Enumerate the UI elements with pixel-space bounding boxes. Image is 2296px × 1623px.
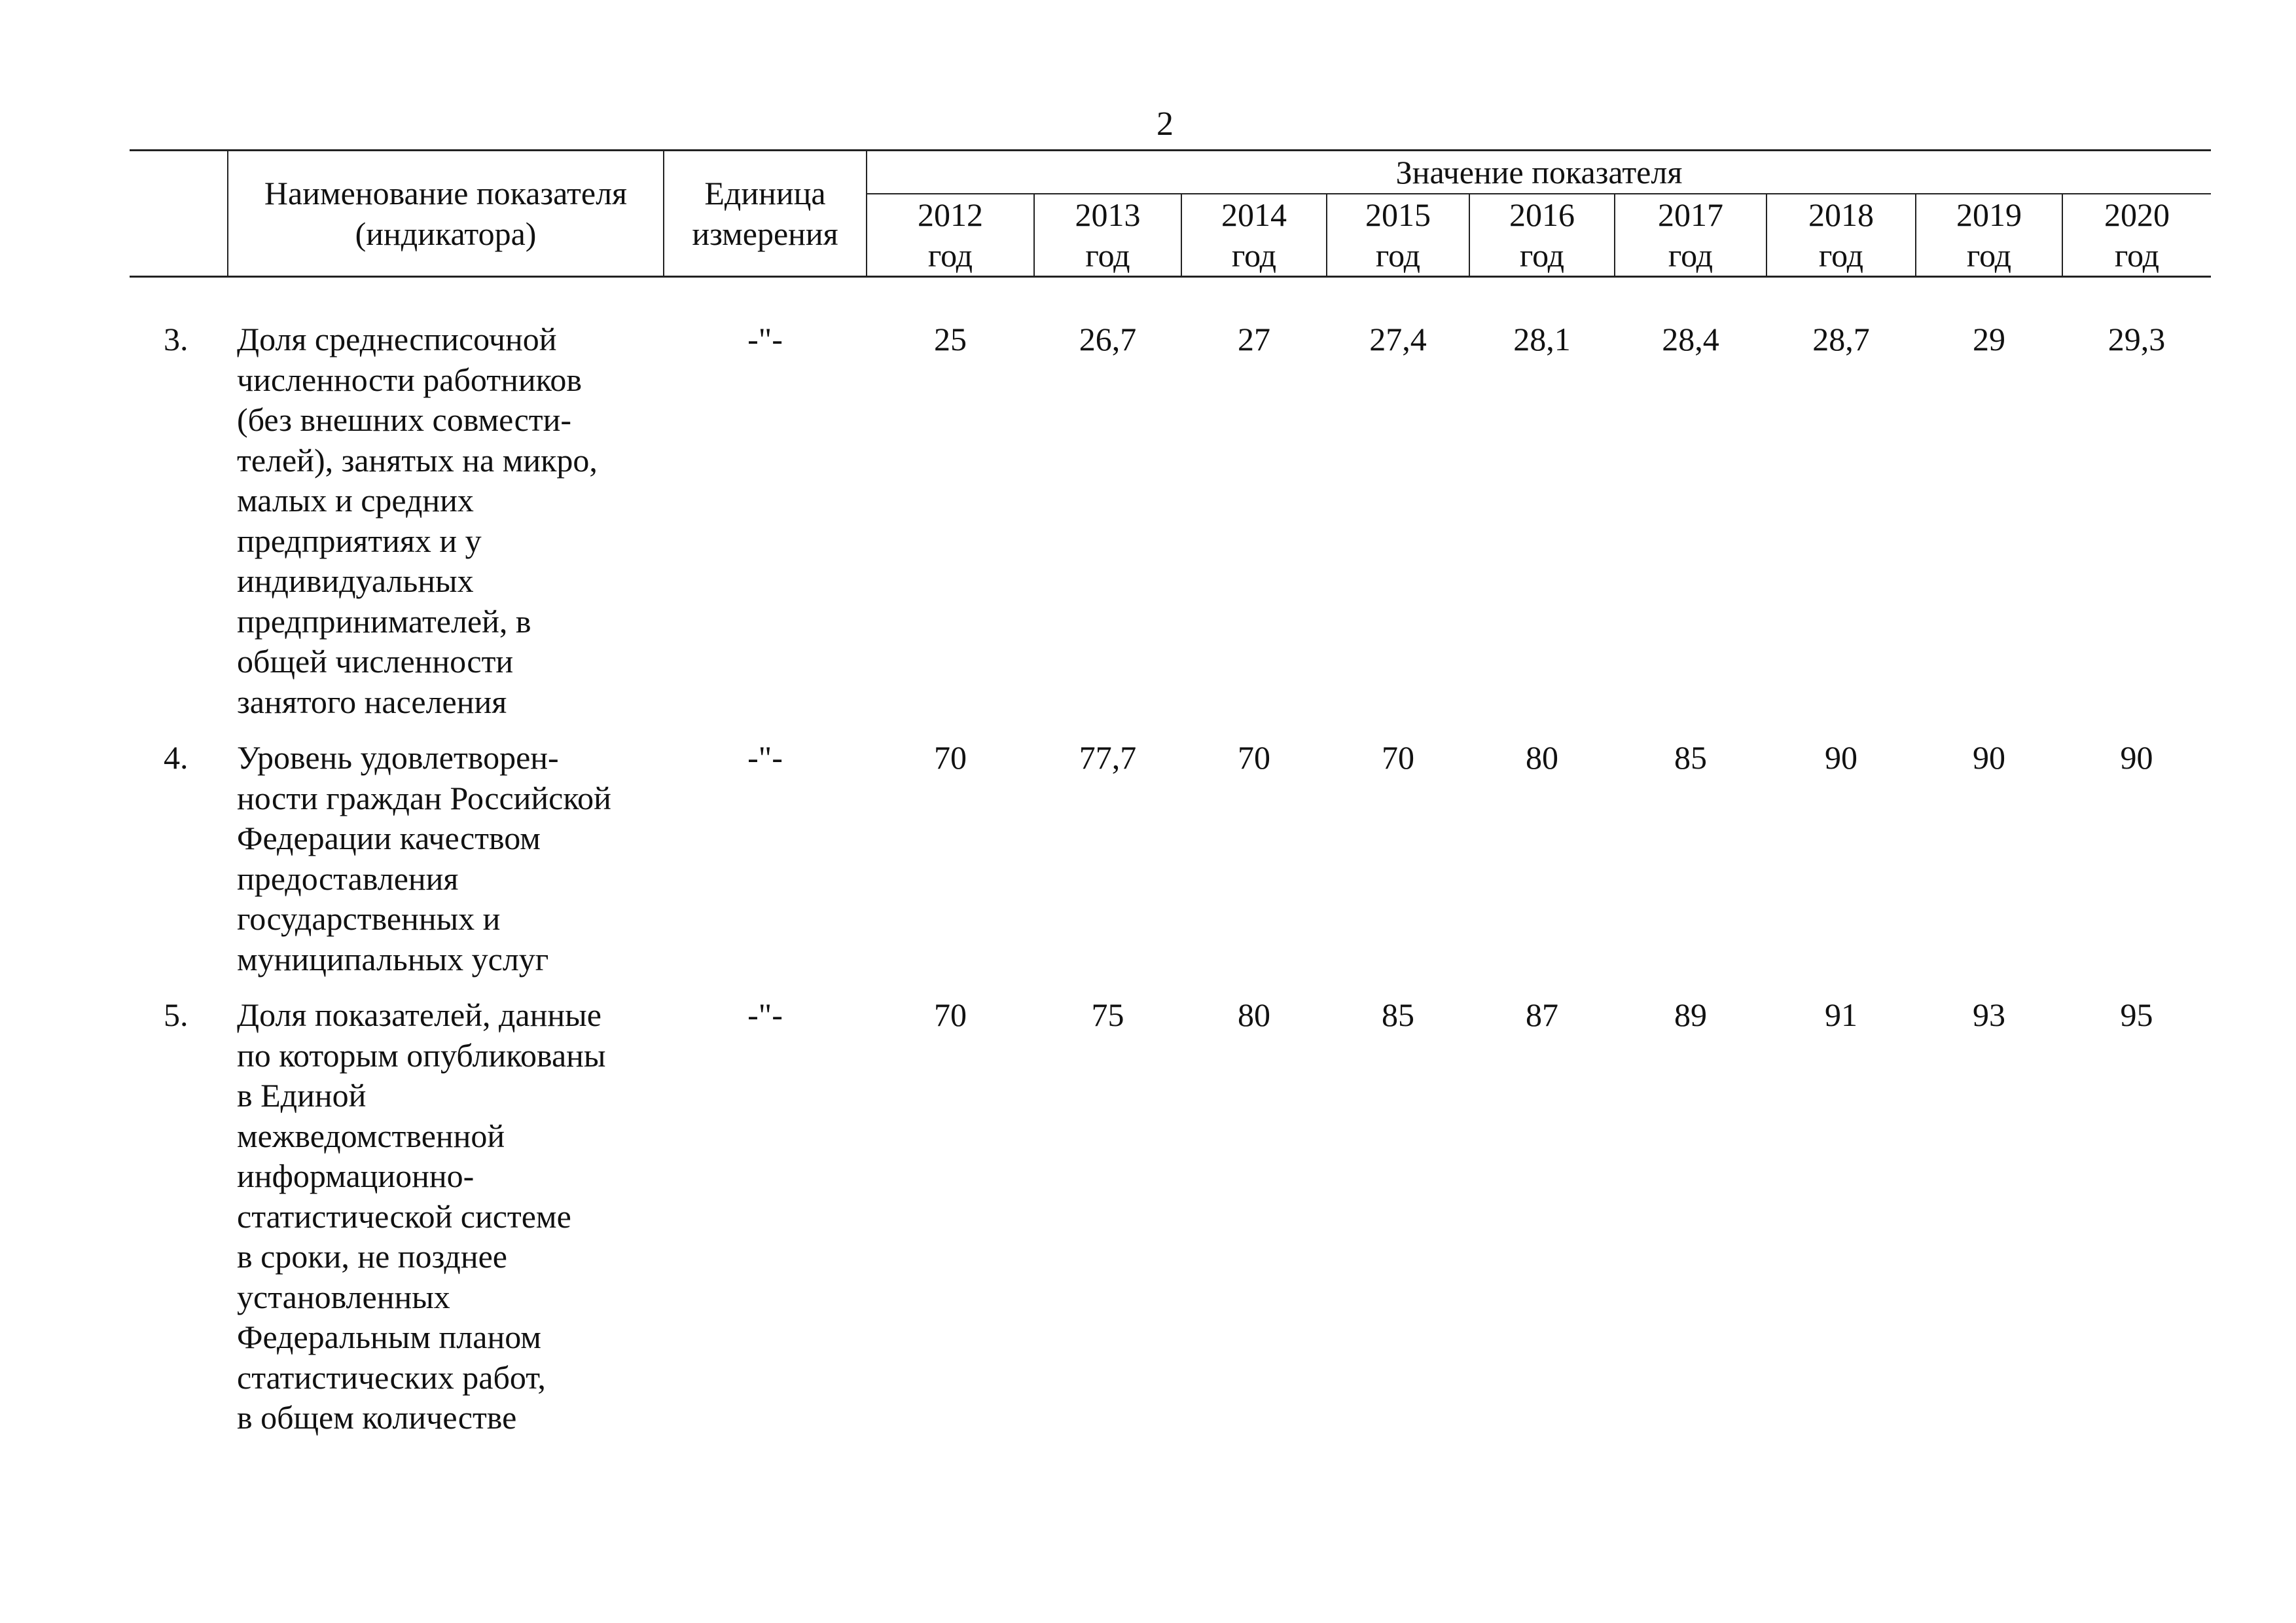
indicator-name-line: телей), занятых на микро, xyxy=(237,441,598,479)
indicator-value-2017: 89 xyxy=(1674,996,1707,1033)
header-year-label: 2020 xyxy=(2104,196,2170,233)
header-year-2019 xyxy=(1916,194,2062,277)
indicator-name-line: в общем количестве xyxy=(237,1399,517,1436)
table-body xyxy=(130,277,2211,1454)
table-row xyxy=(130,995,2211,1454)
indicator-value-2015: 27,4 xyxy=(1369,321,1427,357)
indicator-name-line: установленных xyxy=(237,1278,450,1315)
indicator-name-line: (без внешних совмести- xyxy=(237,401,572,438)
header-values-group: Значение показателя xyxy=(867,151,2211,194)
header-year-2012 xyxy=(867,194,1034,277)
header-year-suffix: год xyxy=(927,237,973,274)
indicator-value-2014: 27 xyxy=(1238,321,1270,357)
indicator-name-line: Федерации качеством xyxy=(237,820,541,856)
header-year-2014 xyxy=(1181,194,1327,277)
header-year-suffix: год xyxy=(1519,237,1565,274)
indicator-name-line: предоставления xyxy=(237,860,459,897)
indicator-value-2013: 26,7 xyxy=(1079,321,1137,357)
header-year-suffix: год xyxy=(2114,237,2160,274)
header-unit-label: Единица измерения xyxy=(692,175,838,252)
header-year-label: 2017 xyxy=(1658,196,1723,233)
indicator-name-line: предпринимателей, в xyxy=(237,602,531,640)
indicator-name-line: статистических работ, xyxy=(237,1359,546,1396)
header-year-label: 2019 xyxy=(1956,196,2022,233)
indicator-value-2015: 85 xyxy=(1382,996,1414,1033)
table-row xyxy=(130,738,2211,995)
indicator-name xyxy=(228,277,664,739)
indicator-name-line: численности работников xyxy=(237,361,583,398)
page-number: 2 xyxy=(1157,105,1174,143)
row-number: 4. xyxy=(164,739,188,776)
table-row xyxy=(130,277,2211,739)
header-year-suffix: год xyxy=(1231,237,1277,274)
header-year-2013 xyxy=(1034,194,1181,277)
indicator-name-line: Доля среднесписочной xyxy=(237,321,557,357)
header-unit-cell xyxy=(664,151,867,277)
indicator-value-2019: 29 xyxy=(1973,321,2005,357)
header-year-2018 xyxy=(1767,194,1916,277)
indicator-name xyxy=(228,995,664,1454)
header-year-suffix: год xyxy=(1966,237,2012,274)
indicator-name-line: государственных и xyxy=(237,900,501,937)
indicator-name-line: Федеральным планом xyxy=(237,1319,541,1355)
indicator-value-2018: 91 xyxy=(1825,996,1857,1033)
header-year-2016 xyxy=(1469,194,1615,277)
indicator-name-line: статистической системе xyxy=(237,1197,571,1235)
indicator-name-line: в сроки, не позднее xyxy=(237,1238,507,1275)
indicator-name xyxy=(228,738,664,995)
indicator-value-2014: 70 xyxy=(1238,739,1270,776)
indicator-value-2012: 70 xyxy=(934,739,967,776)
indicator-name-line: общей численности xyxy=(237,643,514,680)
indicator-value-2015: 70 xyxy=(1382,739,1414,776)
indicator-unit: -"- xyxy=(747,996,783,1033)
indicator-name-line: индивидуальных xyxy=(237,562,474,599)
indicator-value-2017: 85 xyxy=(1674,739,1707,776)
indicator-value-2016: 28,1 xyxy=(1513,321,1571,357)
indicator-name-line: межведомственной xyxy=(237,1117,505,1154)
header-number-cell xyxy=(130,151,228,277)
indicator-name-line: малых и средних xyxy=(237,482,474,519)
indicator-name-line: в Единой xyxy=(237,1077,367,1114)
indicator-name-line: муниципальных услуг xyxy=(237,940,549,977)
row-number: 3. xyxy=(164,321,188,357)
indicator-value-2018: 28,7 xyxy=(1812,321,1870,357)
header-year-2015 xyxy=(1327,194,1469,277)
indicator-name-line: предприятиях и у xyxy=(237,522,482,559)
indicator-unit: -"- xyxy=(747,321,783,357)
indicator-value-2019: 93 xyxy=(1973,996,2005,1033)
indicator-unit: -"- xyxy=(747,739,783,776)
indicator-name-line: занятого населения xyxy=(237,683,507,720)
header-year-2017 xyxy=(1615,194,1767,277)
indicator-value-2016: 80 xyxy=(1526,739,1558,776)
indicators-table xyxy=(130,149,2211,1454)
header-year-suffix: год xyxy=(1085,237,1130,274)
indicator-name-line: Доля показателей, данные xyxy=(237,996,601,1033)
header-year-suffix: год xyxy=(1375,237,1421,274)
indicator-value-2013: 75 xyxy=(1091,996,1124,1033)
header-year-label: 2016 xyxy=(1509,196,1575,233)
header-year-label: 2015 xyxy=(1365,196,1431,233)
indicator-name-line: информационно- xyxy=(237,1158,475,1194)
header-name-cell xyxy=(228,151,664,277)
indicator-name-line: по которым опубликованы xyxy=(237,1036,606,1074)
indicator-value-2013: 77,7 xyxy=(1079,739,1137,776)
header-year-label: 2018 xyxy=(1808,196,1874,233)
indicator-name-line: ности граждан Российской xyxy=(237,779,611,816)
indicator-value-2016: 87 xyxy=(1526,996,1558,1033)
indicator-value-2020: 29,3 xyxy=(2108,321,2166,357)
indicator-value-2020: 90 xyxy=(2120,739,2153,776)
header-year-2020 xyxy=(2062,194,2211,277)
indicator-value-2017: 28,4 xyxy=(1662,321,1719,357)
header-year-label: 2012 xyxy=(918,196,983,233)
indicator-value-2019: 90 xyxy=(1973,739,2005,776)
header-year-suffix: год xyxy=(1668,237,1713,274)
header-name-label: Наименование показателя (индикатора) xyxy=(264,175,628,252)
header-year-label: 2013 xyxy=(1075,196,1141,233)
indicator-value-2020: 95 xyxy=(2120,996,2153,1033)
row-number: 5. xyxy=(164,996,188,1033)
indicator-value-2014: 80 xyxy=(1238,996,1270,1033)
indicator-value-2018: 90 xyxy=(1825,739,1857,776)
header-year-label: 2014 xyxy=(1221,196,1287,233)
indicator-value-2012: 25 xyxy=(934,321,967,357)
indicator-value-2012: 70 xyxy=(934,996,967,1033)
header-year-suffix: год xyxy=(1818,237,1864,274)
indicator-name-line: Уровень удовлетворен- xyxy=(237,739,559,776)
